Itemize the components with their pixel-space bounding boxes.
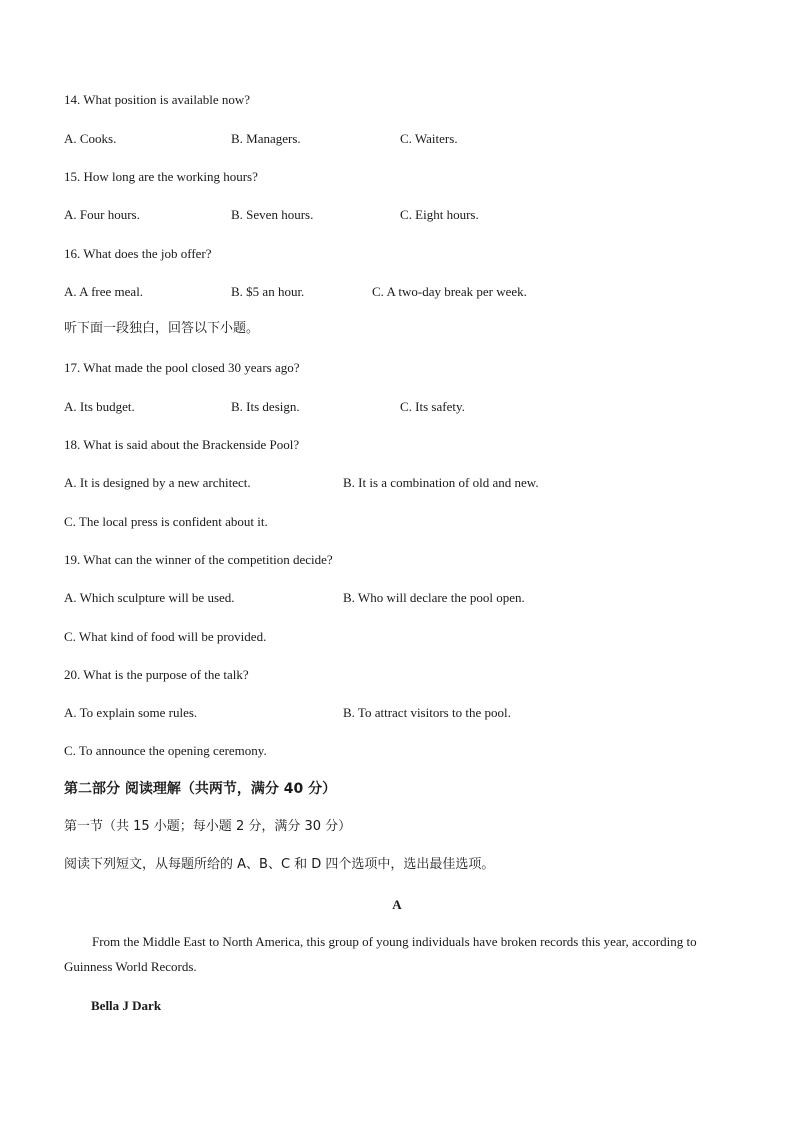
question-17: 17. What made the pool closed 30 years ago? [64,360,300,375]
question-20: 20. What is the purpose of the talk? [64,667,249,682]
q16-option-a: A. A free meal. [64,284,144,299]
q19-option-a: A. Which sculpture will be used. [64,590,235,605]
q18-option-a: A. It is designed by a new architect. [64,475,251,490]
question-19: 19. What can the winner of the competition decide? [64,552,333,567]
section1-heading: 第一节（共 15 小题；每小题 2 分，满分 30 分） [64,819,352,834]
q15-option-a: A. Four hours. [64,207,140,222]
q19-option-b: B. Who will declare the pool open. [343,590,525,605]
q20-option-c: C. To announce the opening ceremony. [64,743,267,758]
q17-option-c: C. Its safety. [400,399,465,414]
q20-option-b: B. To attract visitors to the pool. [343,705,511,720]
question-16: 16. What does the job offer? [64,246,212,261]
q18-option-c: C. The local press is confident about it. [64,514,268,529]
q18-option-b: B. It is a combination of old and new. [343,475,539,490]
q14-option-a: A. Cooks. [64,131,117,146]
subheading-bella-j-dark: Bella J Dark [91,998,162,1013]
q16-option-b: B. $5 an hour. [231,284,305,299]
question-14: 14. What position is available now? [64,92,251,107]
question-15: 15. How long are the working hours? [64,169,258,184]
passage-paragraph: From the Middle East to North America, this group of young individuals have broken records this year, according to Guinness World Records. [64,934,697,974]
q17-option-b: B. Its design. [231,399,300,414]
q19-option-c: C. What kind of food will be provided. [64,629,267,644]
q14-option-b: B. Managers. [231,131,301,146]
q16-option-c: C. A two-day break per week. [372,284,527,299]
monologue-instruction: 听下面一段独白，回答以下小题。 [64,321,260,336]
q15-option-b: B. Seven hours. [231,207,314,222]
q15-option-c: C. Eight hours. [400,207,479,222]
passage-label: A [392,897,402,912]
q14-option-c: C. Waiters. [400,131,458,146]
q20-option-a: A. To explain some rules. [64,705,198,720]
q17-option-a: A. Its budget. [64,399,135,414]
reading-instruction: 阅读下列短文，从每题所给的 A、B、C 和 D 四个选项中，选出最佳选项。 [64,857,495,872]
part2-title: 第二部分 阅读理解（共两节，满分 40 分） [64,781,337,797]
question-18: 18. What is said about the Brackenside Pool? [64,437,300,452]
